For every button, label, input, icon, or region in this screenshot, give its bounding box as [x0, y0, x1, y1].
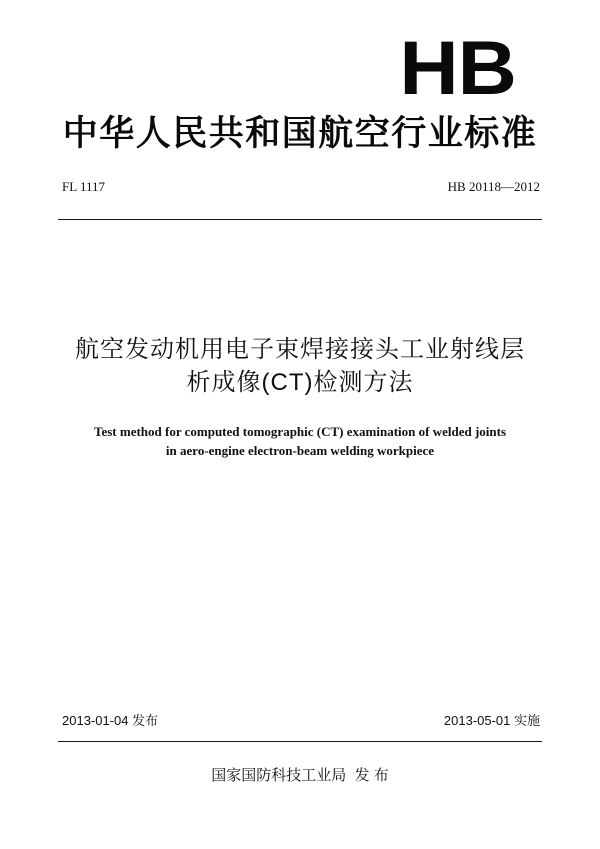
footer-divider: [58, 741, 542, 742]
english-title-line-2: in aero-engine electron-beam welding workpiece: [165, 443, 435, 458]
chinese-title-line-2: 析成像(CT)检测方法: [186, 369, 414, 396]
hb-logo: HB: [399, 26, 516, 111]
header-divider: [58, 219, 542, 220]
standard-category-title: 中华人民共和国航空行业标准: [62, 114, 538, 153]
english-title-line-1: Test method for computed tomographic (CT) examination of welded joints: [93, 424, 506, 439]
publisher: 国家国防科技工业局 发 布: [211, 767, 389, 784]
standard-number: HB 20118—2012: [447, 179, 540, 194]
issue-date: 2013-01-04 发布: [62, 713, 159, 728]
chinese-title-line-1: 航空发动机用电子束焊接接头工业射线层: [75, 336, 525, 363]
classification-code: FL 1117: [62, 179, 105, 194]
effective-date: 2013-05-01 实施: [443, 713, 540, 728]
